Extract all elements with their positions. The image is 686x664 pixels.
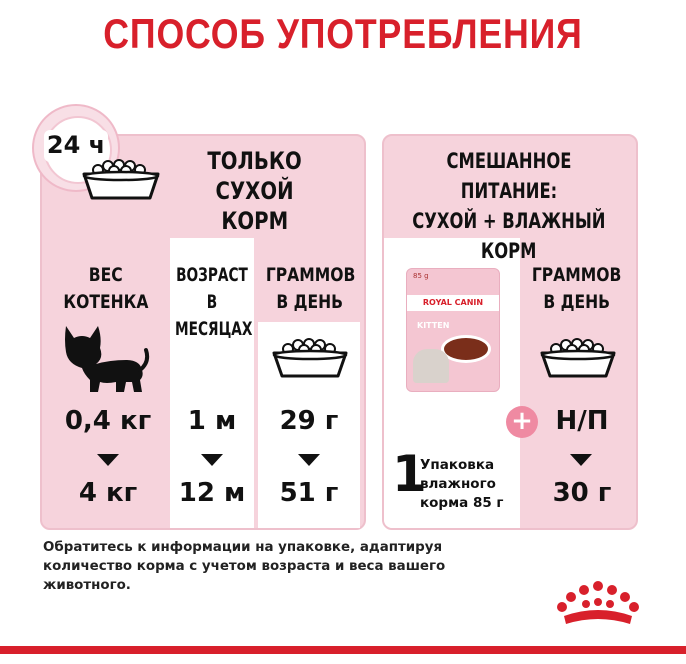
mixed-title-line-2: СУХОЙ + ВЛАЖНЫЙ bbox=[412, 209, 606, 233]
footer-line-1: Обратитесь к информации на упаковке, адаптируя bbox=[43, 540, 443, 555]
weight-from: 0,4 кг bbox=[64, 406, 152, 436]
dry-title-line-3: КОРМ bbox=[221, 207, 289, 235]
pouch-kitten-photo bbox=[413, 349, 449, 383]
age-arrow bbox=[201, 454, 223, 466]
pack-line-2: влажного bbox=[420, 476, 496, 492]
mixed-bowl-icon bbox=[538, 336, 618, 380]
grams-arrow bbox=[298, 454, 320, 466]
grams-bowl-icon bbox=[270, 336, 350, 380]
dry-bowl-icon bbox=[80, 156, 162, 202]
mixed-grams-header-line-2: В ДЕНЬ bbox=[543, 291, 611, 313]
weight-header-line-2: КОТЕНКА bbox=[63, 291, 149, 313]
pack-count: 1 bbox=[392, 445, 427, 503]
grams-to: 51 г bbox=[279, 478, 339, 508]
pouch-weight: 85 g bbox=[413, 272, 429, 280]
footer-note bbox=[43, 538, 513, 595]
weight-header bbox=[46, 262, 166, 316]
age-to: 12 м bbox=[178, 478, 246, 508]
weight-header-line-1: ВЕС bbox=[89, 264, 123, 286]
dry-title-line-2: СУХОЙ bbox=[215, 177, 294, 205]
footer-line-2: количество корма с учетом возраста и веса вашего bbox=[43, 559, 446, 574]
pouch-product: KITTEN bbox=[417, 321, 450, 330]
mixed-grams-header bbox=[522, 262, 632, 316]
plus-icon: + bbox=[506, 406, 538, 438]
weight-to: 4 кг bbox=[78, 478, 138, 508]
mixed-title bbox=[382, 146, 636, 266]
pack-line-3: корма 85 г bbox=[420, 495, 504, 511]
pouch-brand: ROYAL CANIN bbox=[422, 298, 484, 307]
grams-header-line-1: ГРАММОВ bbox=[265, 264, 356, 286]
wet-food-pouch bbox=[406, 268, 500, 392]
mixed-grams-header-line-1: ГРАММОВ bbox=[532, 264, 622, 286]
clock-label: 24 ч bbox=[46, 131, 106, 159]
dry-title bbox=[180, 146, 330, 236]
age-header bbox=[160, 262, 264, 343]
royal-canin-crown-logo bbox=[556, 580, 640, 626]
mixed-title-line-3: КОРМ bbox=[481, 239, 537, 263]
weight-arrow bbox=[97, 454, 119, 466]
grams-header bbox=[256, 262, 364, 316]
grams-header-line-2: В ДЕНЬ bbox=[276, 291, 344, 313]
mixed-grams-to: 30 г bbox=[552, 478, 612, 508]
age-header-line-2: МЕСЯЦАХ bbox=[175, 318, 253, 340]
dry-title-line-1: ТОЛЬКО bbox=[207, 147, 303, 175]
mixed-grams-arrow bbox=[570, 454, 592, 466]
mixed-title-line-1: СМЕШАННОЕ ПИТАНИЕ: bbox=[446, 149, 572, 203]
age-header-line-1: ВОЗРАСТ В bbox=[176, 264, 248, 313]
pack-line-1: Упаковка bbox=[420, 457, 495, 473]
footer-line-3: животного. bbox=[43, 578, 131, 593]
bottom-brand-bar bbox=[0, 646, 686, 654]
grams-from: 29 г bbox=[279, 406, 339, 436]
pack-description bbox=[420, 456, 504, 513]
kitten-icon bbox=[60, 324, 150, 394]
age-from: 1 м bbox=[187, 406, 237, 436]
mixed-grams-from: Н/П bbox=[555, 406, 609, 436]
page-title: СПОСОБ УПОТРЕБЛЕНИЯ bbox=[103, 10, 583, 57]
